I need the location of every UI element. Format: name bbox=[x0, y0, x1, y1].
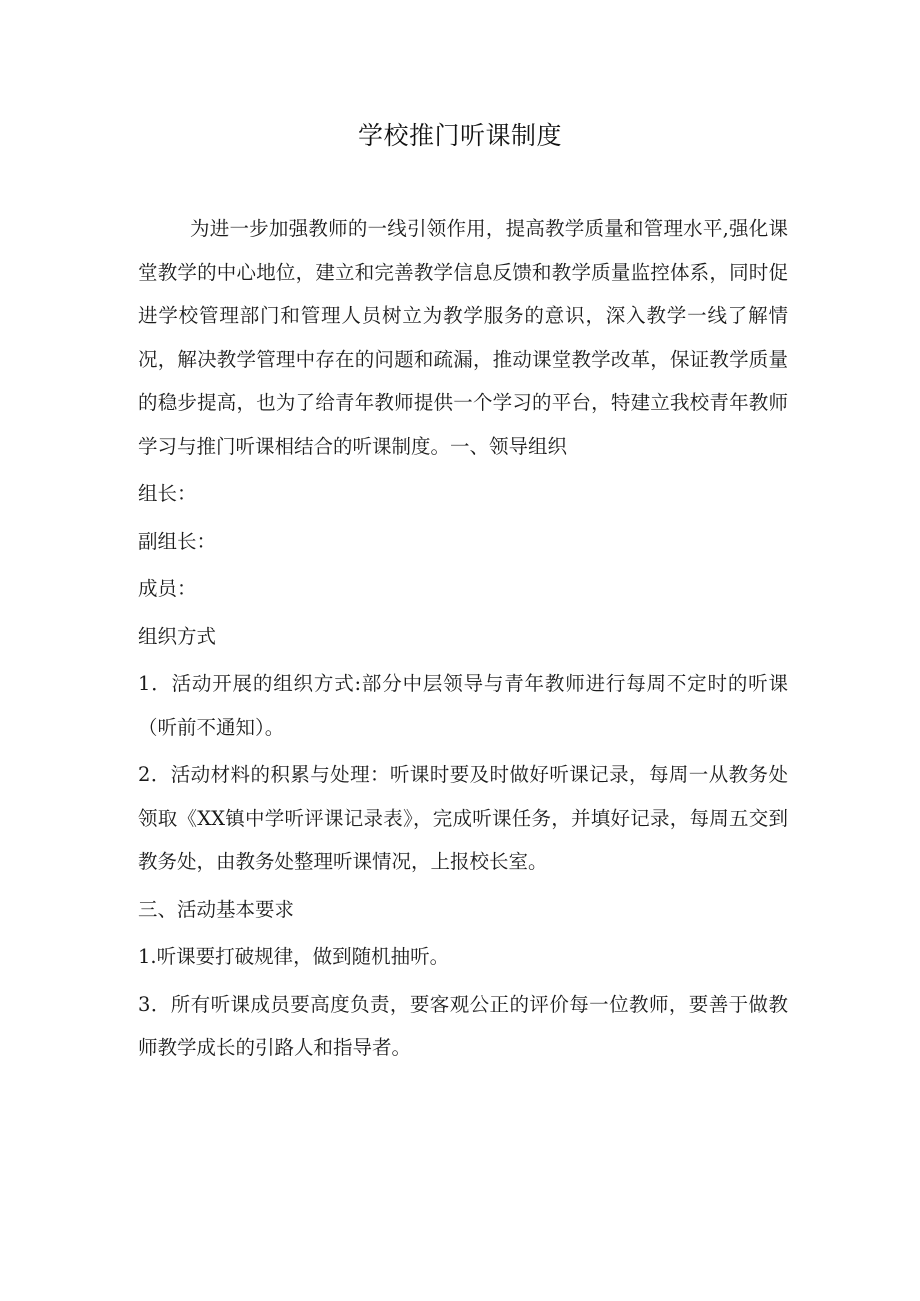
item-2-paragraph: 2．活动材料的积累与处理：听课时要及时做好听课记录，每周一从教务处领取《XX镇中学听评课记录表》，完成听课任务，并填好记录，每周五交到教务处，由教务处整理听课情况，上报校长室。 bbox=[138, 763, 788, 873]
org-method-heading: 组织方式 bbox=[138, 624, 217, 648]
requirement-3-paragraph: 3．所有听课成员要高度负责，要客观公正的评价每一位教师，要善于做教师教学成长的引路人和指导者。 bbox=[138, 992, 788, 1059]
section-3-heading: 三、活动基本要求 bbox=[138, 897, 295, 921]
document-title: 学校推门听课制度 bbox=[357, 121, 562, 150]
leader-line: 组长： bbox=[138, 482, 197, 505]
vice-leader-line: 副组长： bbox=[138, 529, 217, 553]
intro-paragraph: 为进一步加强教师的一线引领作用，提高教学质量和管理水平,强化课堂教学的中心地位，建立和完善教学信息反馈和教学质量监控体系，同时促进学校管理部门和管理人员树立为教学服务的意识，深入教学一线了解情况，解决教学管理中存在的问题和疏漏，推动课堂教学改革，保证教学质量的稳步提高，也为了给青年教师提供一个学习的平台，特建立我校青年教师学习与推门听课相结合的听课制度。一、领导组织 bbox=[138, 217, 788, 458]
document-body bbox=[138, 207, 788, 1074]
requirement-1-line: 1.听课要打破规律，做到随机抽听。 bbox=[138, 945, 450, 968]
item-1-paragraph: 1．活动开展的组织方式:部分中层领导与青年教师进行每周不定时的听课（听前不通知）。 bbox=[138, 672, 788, 739]
members-line: 成员： bbox=[138, 577, 197, 600]
